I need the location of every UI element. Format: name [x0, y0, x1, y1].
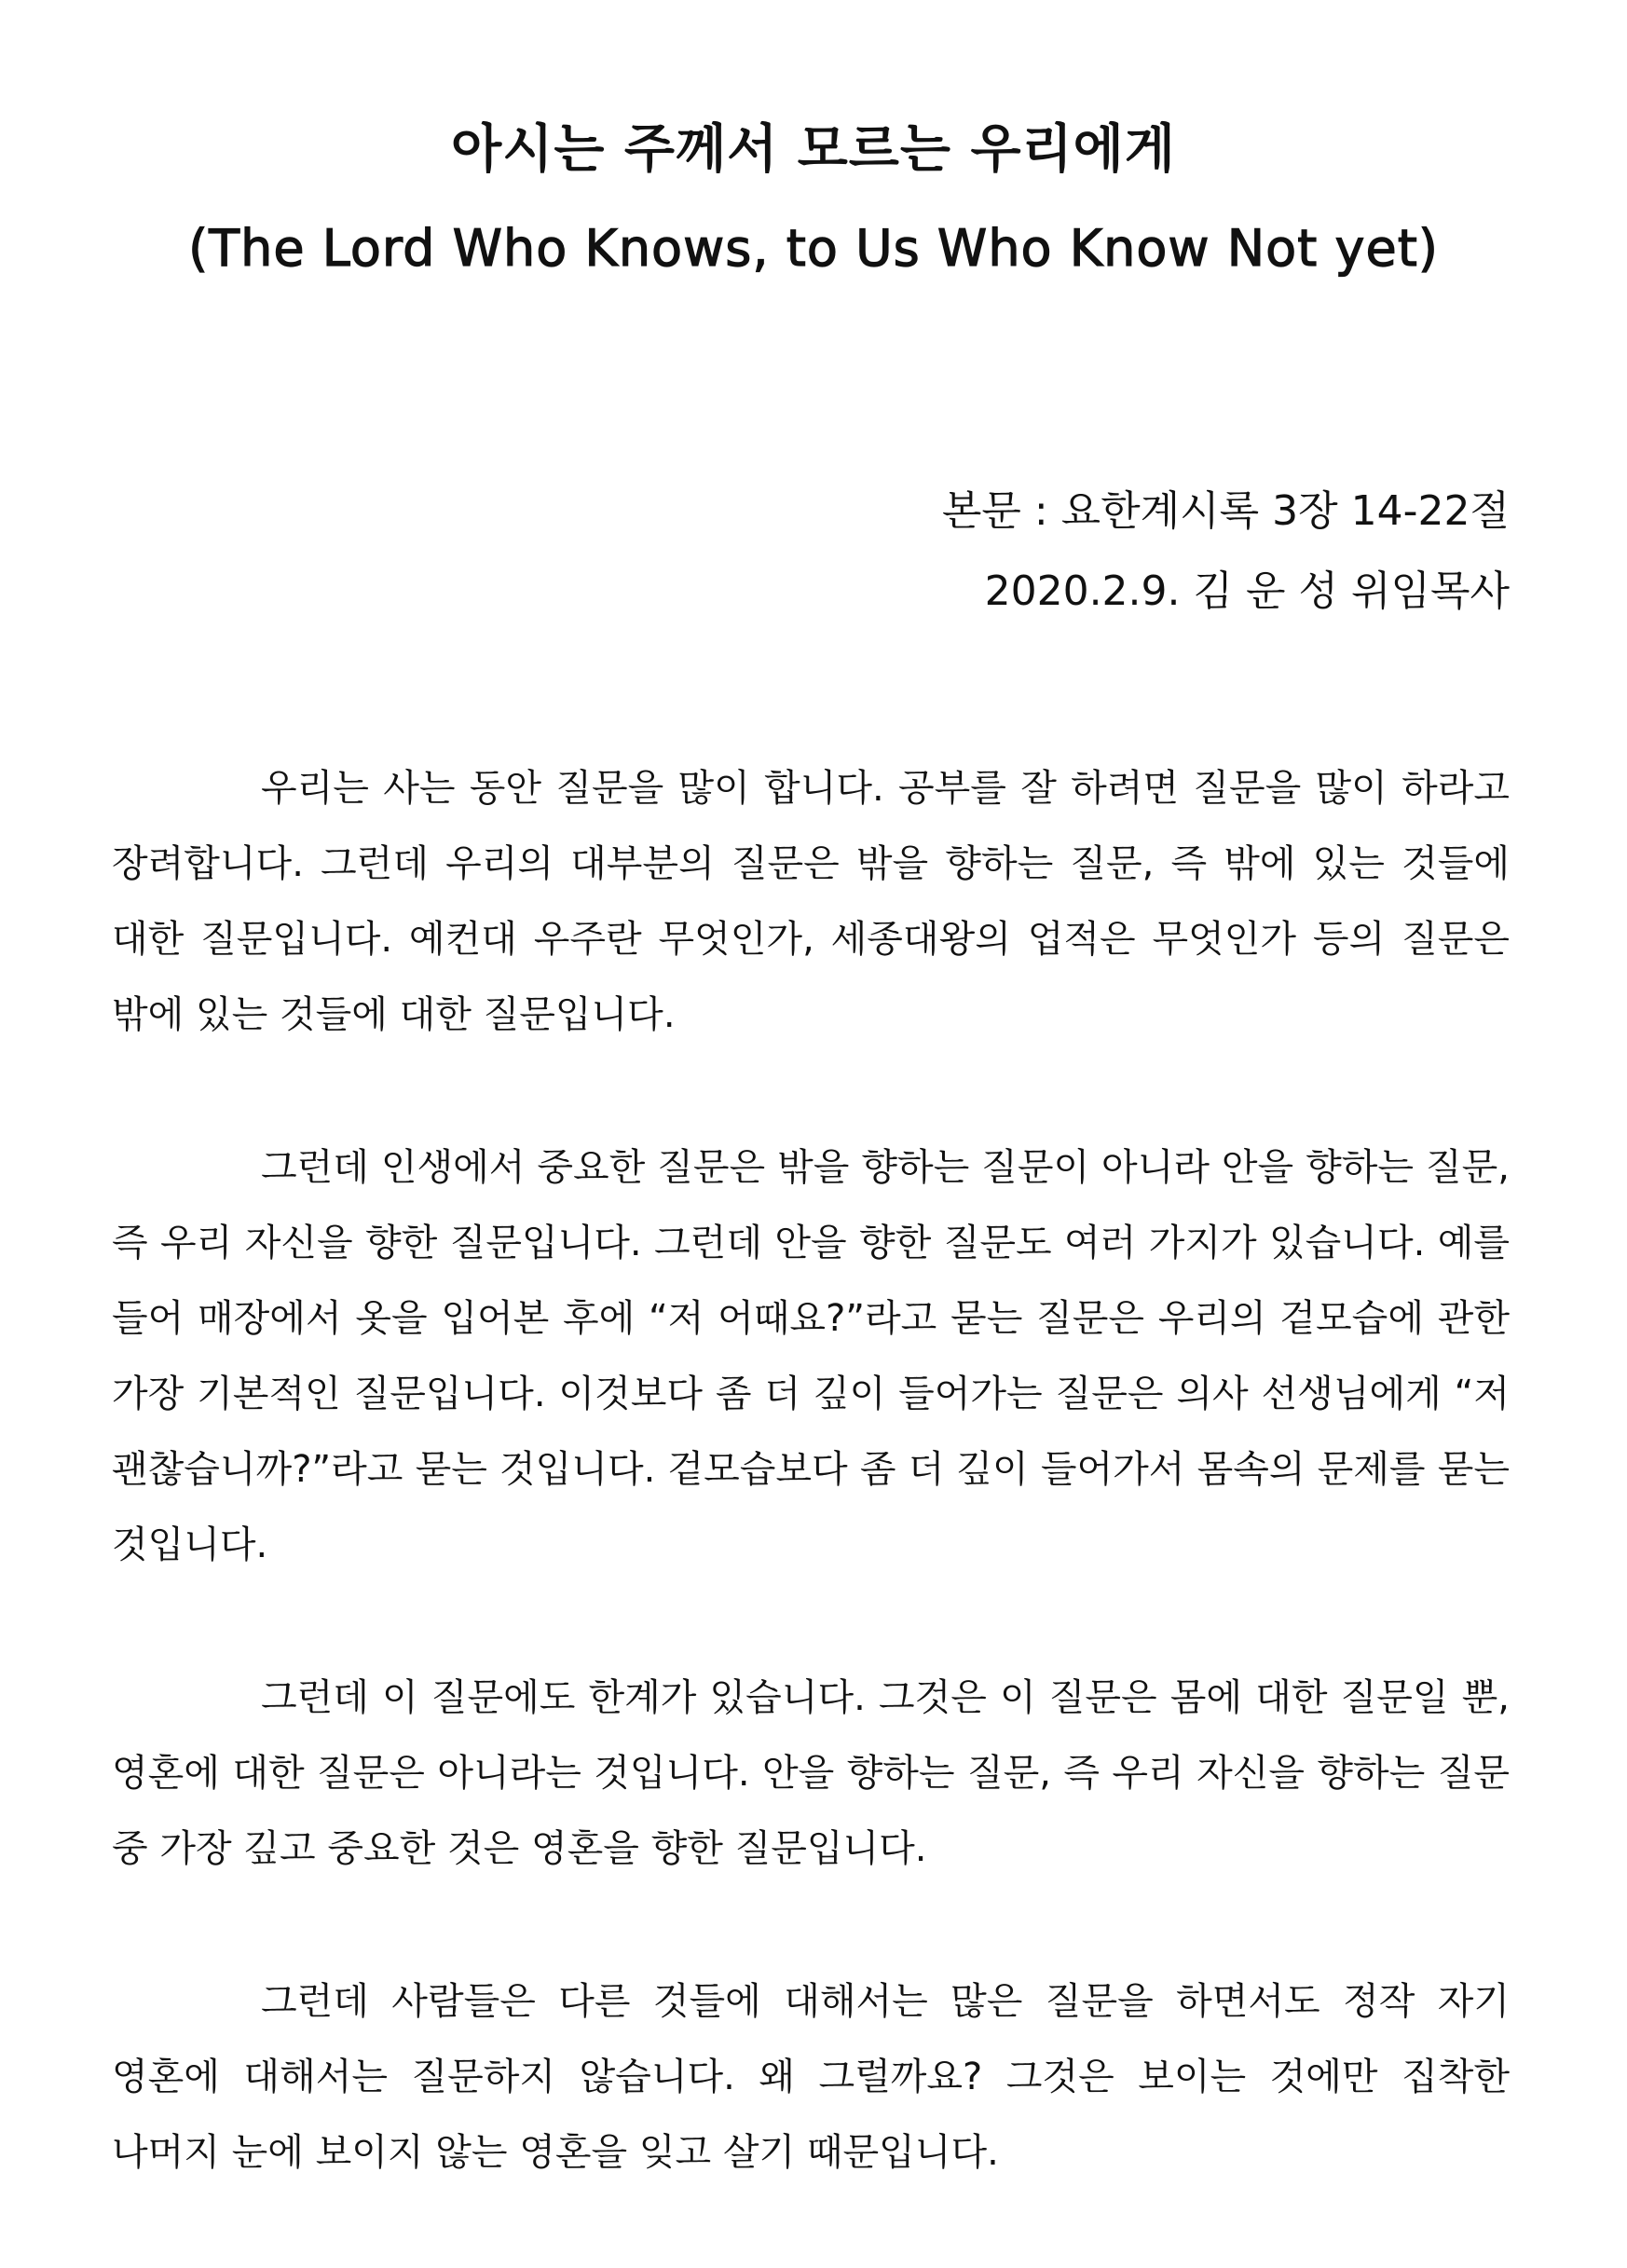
title-english: (The Lord Who Knows, to Us Who Know Not yet) [188, 219, 1439, 278]
paragraph: 그런데 사람들은 다른 것들에 대해서는 많은 질문을 하면서도 정작 자기 영혼에 대해서는 질문하지 않습니다. 왜 그럴까요? 그것은 보이는 것에만 집착한 나머지 눈에 보이지 않는 영혼을 잊고 살기 때문입니다. [112, 1980, 1510, 2174]
sermon-body [112, 751, 1510, 2268]
paragraph: 그런데 이 질문에도 한계가 있습니다. 그것은 이 질문은 몸에 대한 질문일 뿐, 영혼에 대한 질문은 아니라는 것입니다. 안을 향하는 질문, 즉 우리 자신을 향하는 질문 중 가장 깊고 중요한 것은 영혼을 향한 질문입니다. [112, 1676, 1510, 1870]
title-korean: 아시는 주께서 모르는 우리에게 [451, 119, 1176, 180]
date-author: 2020.2.9. 김 운 성 위임목사 [984, 567, 1510, 615]
scripture-reference: 본문 : 요한계시록 3장 14-22절 [941, 487, 1510, 535]
sermon-meta [942, 471, 1510, 632]
paragraph: 우리는 사는 동안 질문을 많이 합니다. 공부를 잘 하려면 질문을 많이 하라고 장려합니다. 그런데 우리의 대부분의 질문은 밖을 향하는 질문, 즉 밖에 있는 것들에 대한 질문입니다. 예컨대 우주란 무엇인가, 세종대왕의 업적은 무엇인가 등의 질문은 밖에 있는 것들에 대한 질문입니다. [112, 767, 1510, 1036]
sermon-title [0, 101, 1627, 298]
paragraph: 그런데 인생에서 중요한 질문은 밖을 향하는 질문이 아니라 안을 향하는 질문, 즉 우리 자신을 향한 질문입니다. 그런데 안을 향한 질문도 여러 가지가 있습니다. 예를 들어 매장에서 옷을 입어본 후에 “저 어때요?”라고 묻는 질문은 우리의 겉모습에 관한 가장 기본적인 질문입니다. 이것보다 좀 더 깊이 들어가는 질문은 의사 선생님에게 “저 괜찮습니까?”라고 묻는 것입니다. 겉모습보다 좀 더 깊이 들어가서 몸속의 문제를 묻는 것입니다. [112, 1146, 1510, 1566]
